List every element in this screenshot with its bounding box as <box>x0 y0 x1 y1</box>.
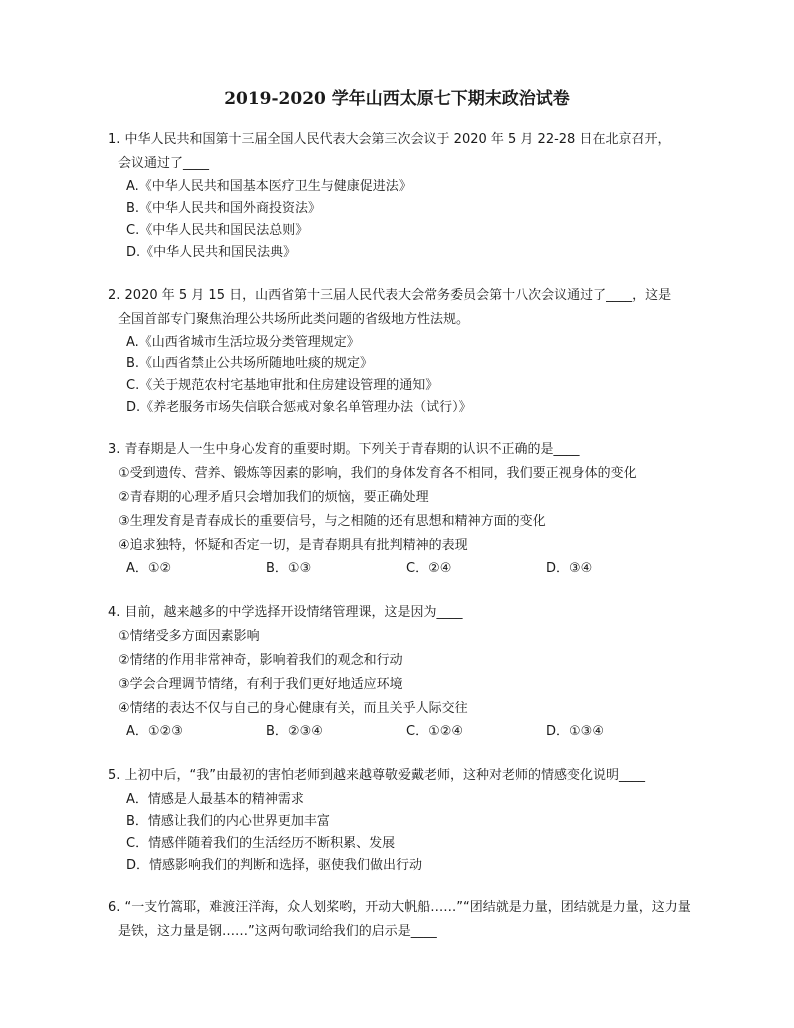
option-a: A.《中华人民共和国基本医疗卫生与健康促进法》 <box>126 179 412 194</box>
choice-b: B．②③④ <box>266 724 323 739</box>
statement-3: ③生理发育是青春成长的重要信号，与之相随的还有思想和精神方面的变化 <box>118 514 546 529</box>
question-stem-line: 3. 青春期是人一生中身心发育的重要时期。下列关于青春期的认识不正确的是____ <box>108 442 580 457</box>
choice-a: A．①② <box>126 561 172 576</box>
statement-4: ④情绪的表达不仅与自己的身心健康有关，而且关乎人际交往 <box>118 701 468 716</box>
option-b: B.《中华人民共和国外商投资法》 <box>126 201 322 216</box>
option-a: A.《山西省城市生活垃圾分类管理规定》 <box>126 335 360 350</box>
question-stem-line: 会议通过了____ <box>118 156 210 171</box>
question-stem-line: 4. 目前，越来越多的中学选择开设情绪管理课，这是因为____ <box>108 605 463 620</box>
choice-d: D．③④ <box>546 561 593 576</box>
option-c: C.《关于规范农村宅基地审批和住房建设管理的通知》 <box>126 378 439 393</box>
statement-2: ②青春期的心理矛盾只会增加我们的烦恼，要正确处理 <box>118 490 429 505</box>
option-c: C．情感伴随着我们的生活经历不断积累、发展 <box>126 836 396 851</box>
option-d: D．情感影响我们的判断和选择，驱使我们做出行动 <box>126 858 423 873</box>
question-stem-line: 2. 2020 年 5 月 15 日，山西省第十三届人民代表大会常务委员会第十八次会议通过了____，这是 <box>108 288 672 303</box>
question-stem-line: 全国首部专门聚焦治理公共场所此类问题的省级地方性法规。 <box>118 312 470 327</box>
exam-title: 2019-2020 学年山西太原七下期末政治试卷 <box>224 89 570 109</box>
question-stem-line: 6. “一支竹篙耶，难渡汪洋海，众人划桨哟，开动大帆船……”“团结就是力量，团结就是力量，这力量 <box>108 900 691 915</box>
choice-d: D．①③④ <box>546 724 604 739</box>
choice-c: C．②④ <box>406 561 452 576</box>
option-c: C.《中华人民共和国民法总则》 <box>126 223 309 238</box>
question-stem-line: 1. 中华人民共和国第十三届全国人民代表大会第三次会议于 2020 年 5 月 22-28 日在北京召开， <box>108 132 671 147</box>
choice-b: B．①③ <box>266 561 312 576</box>
statement-3: ③学会合理调节情绪，有利于我们更好地适应环境 <box>118 677 403 692</box>
statement-1: ①情绪受多方面因素影响 <box>118 629 260 644</box>
option-b: B.《山西省禁止公共场所随地吐痰的规定》 <box>126 356 374 371</box>
statement-1: ①受到遗传、营养、锻炼等因素的影响，我们的身体发育各不相同，我们要正视身体的变化 <box>118 466 637 481</box>
question-stem-line: 是铁，这力量是钢……”这两句歌词给我们的启示是____ <box>118 924 437 939</box>
choice-a: A．①②③ <box>126 724 183 739</box>
option-d: D.《中华人民共和国民法典》 <box>126 245 297 260</box>
choice-c: C．①②④ <box>406 724 464 739</box>
statement-2: ②情绪的作用非常神奇，影响着我们的观念和行动 <box>118 653 403 668</box>
option-b: B．情感让我们的内心世界更加丰富 <box>126 814 330 829</box>
question-stem-line: 5. 上初中后，“我”由最初的害怕老师到越来越尊敬爱戴老师，这种对老师的情感变化说明____ <box>108 768 646 783</box>
option-d: D.《养老服务市场失信联合惩戒对象名单管理办法（试行）》 <box>126 400 472 415</box>
statement-4: ④追求独特，怀疑和否定一切，是青春期具有批判精神的表现 <box>118 538 468 553</box>
option-a: A．情感是人最基本的精神需求 <box>126 792 304 807</box>
